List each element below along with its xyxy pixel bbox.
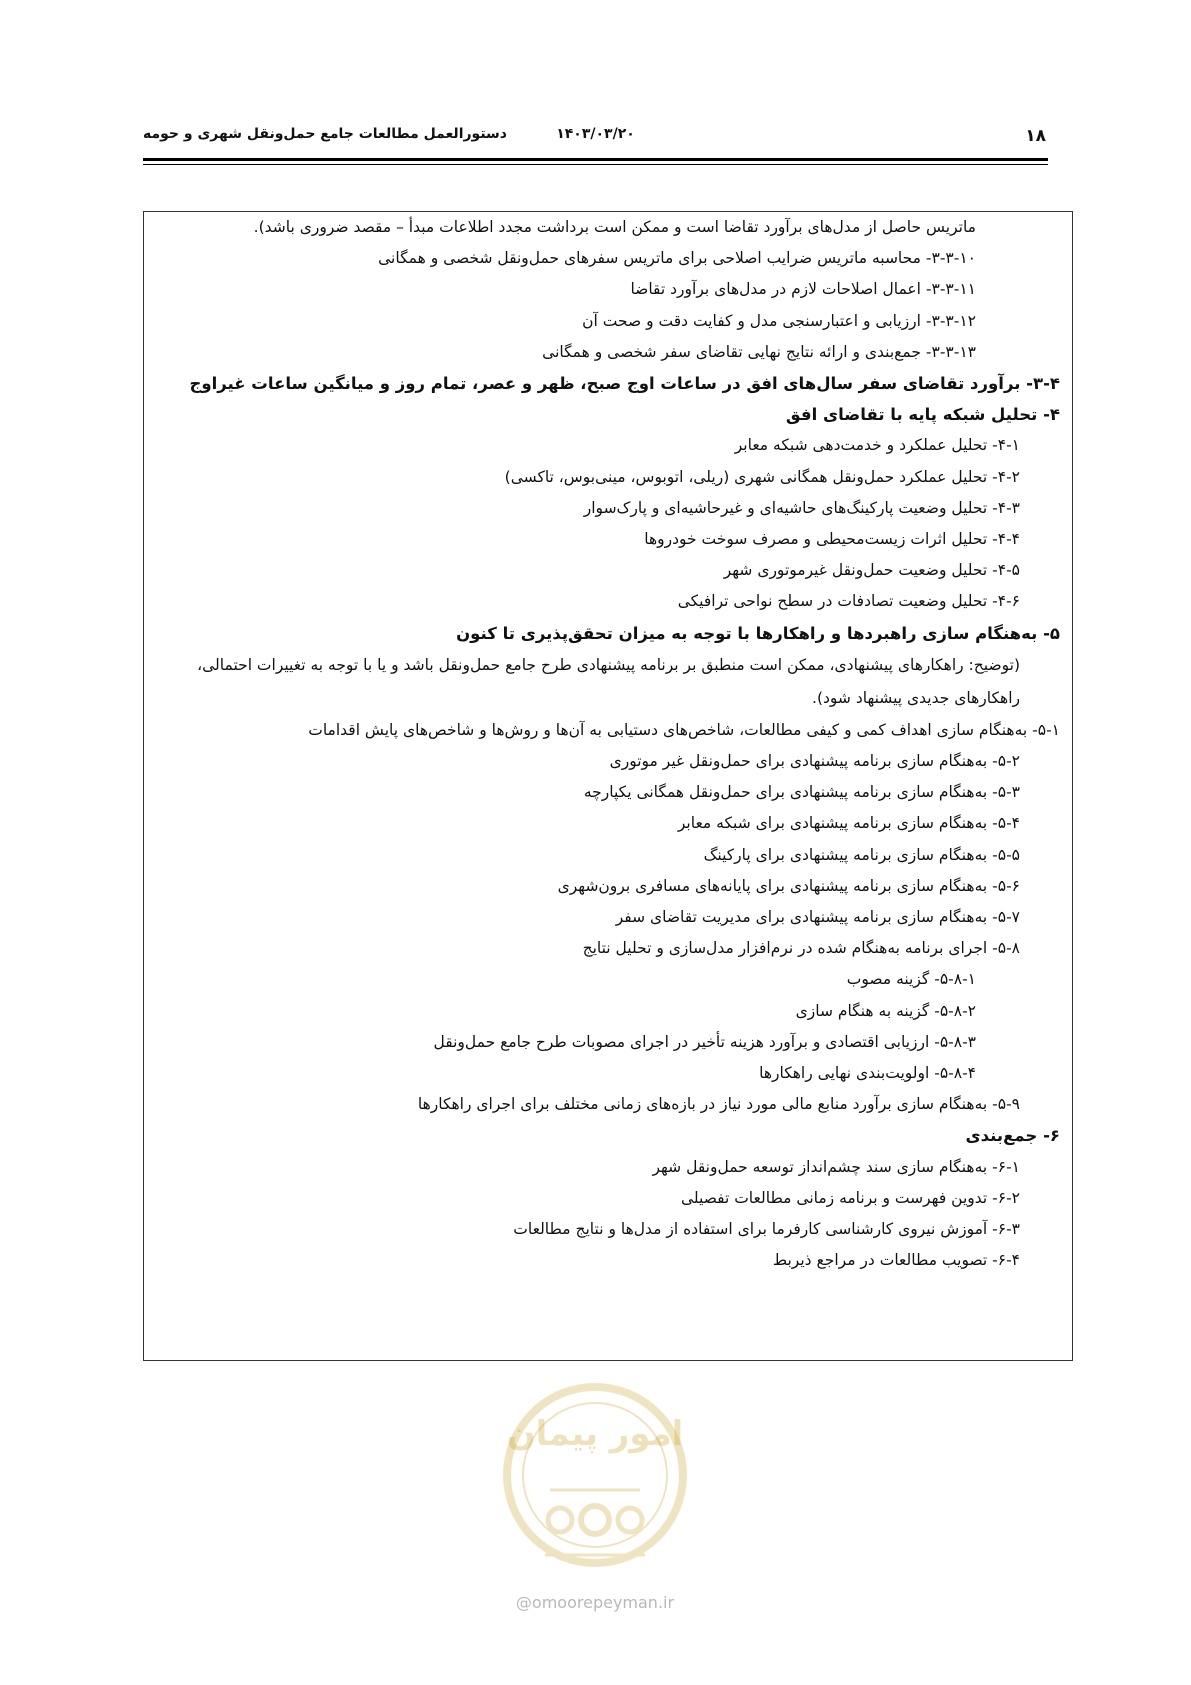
section-heading: ۶- جمع‌بندی (965, 1126, 1060, 1146)
outline-item: ۳-۳-۱۰- محاسبه ماتریس ضرایب اصلاحی برای ماتریس سفرهای حمل‌ونقل شخصی و همگانی (378, 249, 976, 268)
outline-item: ۵-۲- به‌هنگام سازی برنامه پیشنهادی برای حمل‌ونقل غیر موتوری (609, 752, 1020, 770)
page-number: ۱۸ (1025, 126, 1046, 146)
outline-item: ۵-۷- به‌هنگام سازی برنامه پیشنهادی برای مدیریت تقاضای سفر (615, 908, 1020, 926)
outline-item: ۵-۸- اجرای برنامه به‌هنگام شده در نرم‌افزار مدل‌سازی و تحلیل نتایج (582, 939, 1020, 958)
outline-item: ۶-۳- آموزش نیروی کارشناسی کارفرما برای استفاده از مدل‌ها و نتایج مطالعات (513, 1220, 1020, 1238)
outline-item: ۶-۲- تدوین فهرست و برنامه زمانی مطالعات تفصیلی (680, 1188, 1020, 1207)
outline-item: ۳-۳-۱۲- ارزیابی و اعتبارسنجی مدل و کفایت دقت و صحت آن (582, 311, 976, 330)
header-title: دستورالعمل مطالعات جامع حمل‌ونقل شهری و حومه (143, 126, 507, 142)
header-date: ۱۴۰۳/۰۳/۲۰ (556, 126, 635, 142)
outline-item: ۴-۵- تحلیل وضعیت حمل‌ونقل غیرموتوری شهر (723, 561, 1020, 580)
outline-item: ۵-۸-۱- گزینه مصوب (846, 970, 976, 989)
section-heading: ۵- به‌هنگام سازی راهبردها و راهکارها با توجه به میزان تحقق‌پذیری تا کنون (456, 623, 1060, 643)
outline-item: ۵-۶- به‌هنگام سازی برنامه پیشنهادی برای پایانه‌های مسافری برون‌شهری (557, 876, 1020, 895)
header-rule-thin (143, 164, 1048, 165)
section-heading: ۳-۴- برآورد تقاضای سفر سال‌های افق در ساعات اوج صبح، ظهر و عصر، تمام روز و میانگین ساعات غیراوج (189, 374, 1060, 393)
outline-item: ماتریس حاصل از مدل‌های برآورد تقاضا است و ممکن است برداشت مجدد اطلاعات مبدأ – مقصد ضروری باشد). (253, 218, 976, 236)
outline-item: ۴-۴- تحلیل اثرات زیست‌محیطی و مصرف سوخت خودروها (644, 530, 1020, 548)
outline-item: ۶-۱- به‌هنگام سازی سند چشم‌انداز توسعه حمل‌ونقل شهر (652, 1157, 1020, 1176)
watermark-logo-text: امور پیمان (506, 1414, 684, 1454)
header-rule-thick (143, 158, 1048, 161)
outline-item: ۴-۲- تحلیل عملکرد حمل‌ونقل همگانی شهری (ریلی، اتوبوس، مینی‌بوس، تاکسی) (504, 467, 1020, 486)
outline-item: ۵-۴- به‌هنگام سازی برنامه پیشنهادی برای شبکه معابر (677, 814, 1020, 833)
outline-item: ۳-۳-۱۱- اعمال اصلاحات لازم در مدل‌های برآورد تقاضا (630, 280, 976, 299)
outline-item: ۵-۹- به‌هنگام سازی برآورد منابع مالی مورد نیاز در بازه‌های زمانی مختلف برای اجرای راهکارها (417, 1095, 1020, 1114)
outline-item: ۵-۸-۲- گزینه به هنگام سازی (795, 1001, 976, 1020)
outline-item: ۵-۱- به‌هنگام سازی اهداف کمی و کیفی مطالعات، شاخص‌های دستیابی به آن‌ها و روش‌ها و شاخص‌های پایش اقدامات (308, 720, 1060, 739)
outline-item: ۶-۴- تصویب مطالعات در مراجع ذیربط (772, 1251, 1020, 1270)
page-header (143, 126, 1048, 148)
outline-item: ۳-۳-۱۳- جمع‌بندی و ارائه نتایج نهایی تقاضای سفر شخصی و همگانی (542, 342, 976, 361)
outline-item: ۵-۵- به‌هنگام سازی برنامه پیشنهادی برای پارکینگ (703, 845, 1020, 864)
outline-item: ۵-۸-۴- اولویت‌بندی نهایی راهکارها (759, 1064, 976, 1082)
outline-item: ۴-۶- تحلیل وضعیت تصادفات در سطح نواحی ترافیکی (677, 592, 1020, 611)
outline-item: ۴-۳- تحلیل وضعیت پارکینگ‌های حاشیه‌ای و غیرحاشیه‌ای و پارک‌سوار (583, 498, 1020, 517)
watermark-url: @omoorepeyman.ir (515, 1593, 675, 1612)
outline-item: ۵-۳- به‌هنگام سازی برنامه پیشنهادی برای حمل‌ونقل همگانی یکپارچه (583, 783, 1020, 802)
outline-item: ۴-۱- تحلیل عملکرد و خدمت‌دهی شبکه معابر (734, 436, 1020, 455)
section-heading: ۴- تحلیل شبکه پایه با تقاضای افق (785, 405, 1060, 425)
watermark-logo (490, 1360, 700, 1640)
content-box (143, 211, 1073, 1361)
outline-item: ۵-۸-۳- ارزیابی اقتصادی و برآورد هزینه تأخیر در اجرای مصوبات طرح جامع حمل‌ونقل (433, 1032, 976, 1051)
outline-item: (توضیح: راهکارهای پیشنهادی، ممکن است منطبق بر برنامه پیشنهادی طرح جامع حمل‌ونقل باشد و یا با توجه به تغییرات احتمالی، راهکارهای جدیدی پیشنهاد شود). (197, 655, 1020, 707)
